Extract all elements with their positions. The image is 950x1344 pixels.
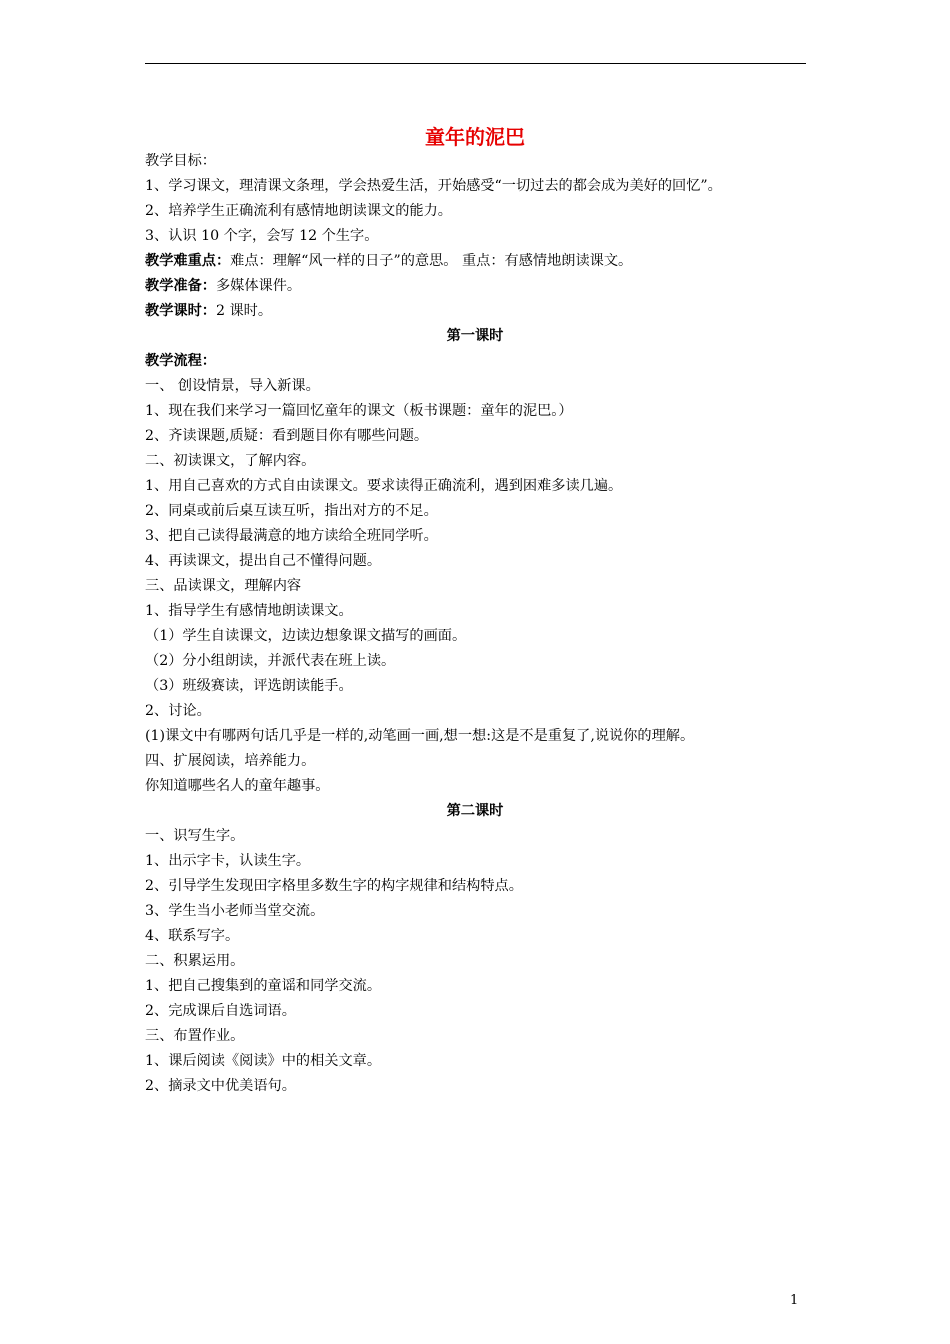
text-line xyxy=(145,602,353,620)
text-line xyxy=(145,427,428,445)
text-line xyxy=(145,1027,244,1045)
line-text: 3、学生当小老师当堂交流。 xyxy=(145,903,325,919)
line-text: 4、联系写字。 xyxy=(145,928,240,944)
text-line xyxy=(145,652,395,670)
line-text: 一、识写生字。 xyxy=(145,828,245,844)
text-line xyxy=(145,552,381,570)
text-line xyxy=(145,777,329,795)
text-line xyxy=(145,952,244,970)
text-line xyxy=(145,927,239,945)
text-line xyxy=(145,377,320,395)
line-text: 1、现在我们来学习一篇回忆童年的课文（板书课题：童年的泥巴。） xyxy=(145,403,573,419)
text-line xyxy=(145,727,694,745)
line-text: 2、培养学生正确流利有感情地朗读课文的能力。 xyxy=(145,203,452,219)
section-heading: 第二课时 xyxy=(446,803,504,819)
line-text: 难点：理解“风一样的日子”的意思。 重点：有感情地朗读课文。 xyxy=(230,253,633,269)
line-text: 1、用自己喜欢的方式自由读课文。要求读得正确流利，遇到困难多读几遍。 xyxy=(145,478,623,494)
text-line xyxy=(145,627,466,645)
line-text: 2 课时。 xyxy=(215,303,273,319)
line-text: 多媒体课件。 xyxy=(215,278,302,294)
line-text: 二、初读课文，了解内容。 xyxy=(145,453,316,469)
text-line xyxy=(145,227,378,245)
header-rule xyxy=(145,63,806,64)
text-line xyxy=(145,177,722,195)
line-text: 2、完成课后自选词语。 xyxy=(145,1003,296,1019)
text-line xyxy=(145,752,315,770)
line-text: （1）学生自读课文，边读边想象课文描写的画面。 xyxy=(145,628,467,644)
line-text: 4、再读课文，提出自己不懂得问题。 xyxy=(145,553,382,569)
text-line xyxy=(145,202,452,220)
line-text: 1、出示字卡，认读生字。 xyxy=(145,853,311,869)
line-label: 教学准备： xyxy=(145,278,216,294)
line-text: 一、 创设情景，导入新课。 xyxy=(145,378,320,394)
line-text: (1)课文中有哪两句话几乎是一样的,动笔画一画,想一想:这是不是重复了,说说你的理解。 xyxy=(145,728,695,744)
text-line xyxy=(145,402,573,420)
line-text: 1、指导学生有感情地朗读课文。 xyxy=(145,603,353,619)
page-number: 1 xyxy=(790,1293,799,1308)
text-line xyxy=(145,1002,296,1020)
line-text: （2）分小组朗读，并派代表在班上读。 xyxy=(145,653,396,669)
line-text: 3、把自己读得最满意的地方读给全班同学听。 xyxy=(145,528,438,544)
text-line xyxy=(145,702,211,720)
text-line xyxy=(145,852,310,870)
line-text: 2、齐读课题,质疑：看到题目你有哪些问题。 xyxy=(145,428,429,444)
line-text: 1、课后阅读《阅读》中的相关文章。 xyxy=(145,1053,382,1069)
text-line xyxy=(145,477,622,495)
text-line xyxy=(145,877,523,895)
text-line xyxy=(145,252,632,270)
line-text: 四、扩展阅读，培养能力。 xyxy=(145,753,316,769)
text-line xyxy=(145,352,216,370)
line-label: 教学课时： xyxy=(145,303,216,319)
text-line xyxy=(145,977,381,995)
line-label: 教学流程： xyxy=(145,353,216,369)
text-line xyxy=(145,452,315,470)
text-line xyxy=(145,302,272,320)
line-text: 你知道哪些名人的童年趣事。 xyxy=(145,778,330,794)
text-line xyxy=(145,1052,381,1070)
document-title: 童年的泥巴 xyxy=(425,125,525,149)
text-line xyxy=(145,577,301,595)
line-label: 教学难重点： xyxy=(145,253,231,269)
section-heading: 第一课时 xyxy=(446,328,504,344)
text-line xyxy=(145,277,301,295)
line-text: 3、认识 10 个字，会写 12 个生字。 xyxy=(145,228,379,244)
text-line xyxy=(145,527,438,545)
line-text: 三、布置作业。 xyxy=(145,1028,245,1044)
text-line xyxy=(145,1077,296,1095)
text-line xyxy=(145,902,324,920)
line-text: 2、同桌或前后桌互读互听，指出对方的不足。 xyxy=(145,503,438,519)
line-text: 1、把自己搜集到的童谣和同学交流。 xyxy=(145,978,382,994)
text-line xyxy=(145,152,216,170)
line-text: 2、摘录文中优美语句。 xyxy=(145,1078,296,1094)
text-line xyxy=(145,677,353,695)
line-text: 1、学习课文，理清课文条理，学会热爱生活，开始感受“一切过去的都会成为美好的回忆”。 xyxy=(145,178,722,194)
line-text: 三、品读课文，理解内容 xyxy=(145,578,302,594)
line-text: 2、讨论。 xyxy=(145,703,211,719)
line-text: （3）班级赛读，评选朗读能手。 xyxy=(145,678,353,694)
line-text: 二、积累运用。 xyxy=(145,953,245,969)
line-text: 2、引导学生发现田字格里多数生字的构字规律和结构特点。 xyxy=(145,878,523,894)
text-line xyxy=(145,502,438,520)
line-text: 教学目标： xyxy=(145,153,216,169)
text-line xyxy=(145,827,244,845)
